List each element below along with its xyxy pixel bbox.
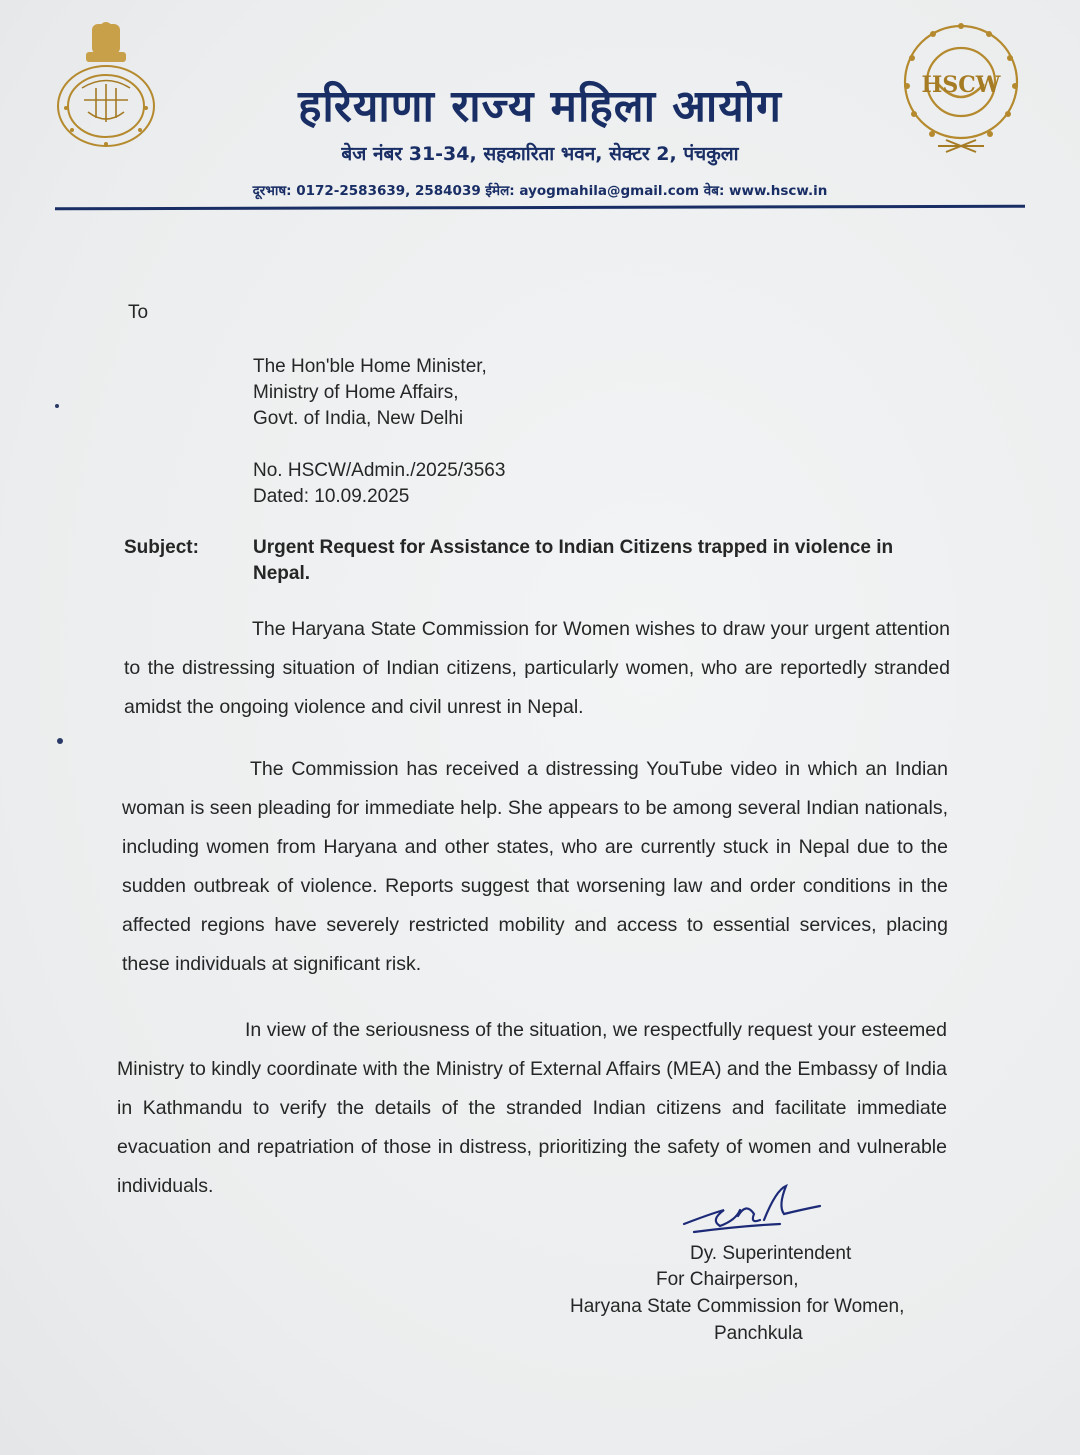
letterhead-contact: दूरभाष: 0172-2583639, 2584039 ईमेल: ayogmahila@gmail.com वेब: www.hscw.in bbox=[252, 183, 828, 199]
paragraph-text: The Haryana State Commission for Women wishes to draw your urgent attention to the distressing situation of Indian citizens, particularly women, who are reportedly stranded amidst the ongoing violence and civil unrest in Nepal. bbox=[124, 618, 950, 718]
body-paragraph bbox=[117, 1011, 947, 1206]
hscw-seal-icon bbox=[898, 18, 1024, 158]
punch-mark bbox=[55, 404, 59, 408]
paragraph-text: In view of the seriousness of the situation, we respectfully request your esteemed Ministry to kindly coordinate with the Ministry of External Affairs (MEA) and the Embassy of India in Kathmandu to verify the details of the stranded Indian citizens and facilitate immediate evacuation and repatriation of those in distress, prioritizing the safety of women and vulnerable individuals. bbox=[117, 1019, 947, 1197]
punch-mark bbox=[57, 738, 63, 744]
addressee-line: Ministry of Home Affairs, bbox=[253, 382, 459, 403]
seal-text: HSCW bbox=[921, 72, 1001, 98]
letterhead-address: बेज नंबर 31-34, सहकारिता भवन, सेक्टर 2, पंचकुला bbox=[341, 143, 739, 165]
letterhead-title: हरियाणा राज्य महिला आयोग bbox=[298, 81, 782, 132]
signatory-organisation: Haryana State Commission for Women, bbox=[570, 1296, 905, 1317]
subject-text: Urgent Request for Assistance to Indian Citizens trapped in violence in Nepal. bbox=[253, 537, 894, 584]
reference-block bbox=[253, 458, 505, 510]
signature-icon bbox=[680, 1180, 830, 1240]
signatory-for-line: For Chairperson, bbox=[656, 1269, 799, 1290]
to-label: To bbox=[128, 302, 149, 323]
addressee-line: The Hon'ble Home Minister, bbox=[253, 356, 487, 377]
body-paragraph bbox=[124, 610, 950, 727]
addressee-block bbox=[253, 354, 487, 432]
letter-date: Dated: 10.09.2025 bbox=[253, 486, 410, 507]
haryana-emblem-icon bbox=[52, 18, 160, 150]
signatory-place: Panchkula bbox=[714, 1323, 803, 1344]
letterhead-divider bbox=[55, 205, 1025, 211]
addressee-line: Govt. of India, New Delhi bbox=[253, 408, 464, 429]
subject-label: Subject: bbox=[124, 537, 199, 558]
paragraph-text: The Commission has received a distressing YouTube video in which an Indian woman is seen pleading for immediate help. She appears to be among several Indian nationals, including women from Haryana and other states, who are currently stuck in Nepal due to the sudden outbreak of violence. Reports suggest that worsening law and order conditions in the affected regions have severely restricted mobility and access to essential services, placing these individuals at significant risk. bbox=[122, 758, 949, 975]
reference-number: No. HSCW/Admin./2025/3563 bbox=[253, 460, 506, 481]
body-paragraph bbox=[122, 750, 948, 984]
signatory-designation: Dy. Superintendent bbox=[690, 1243, 852, 1264]
